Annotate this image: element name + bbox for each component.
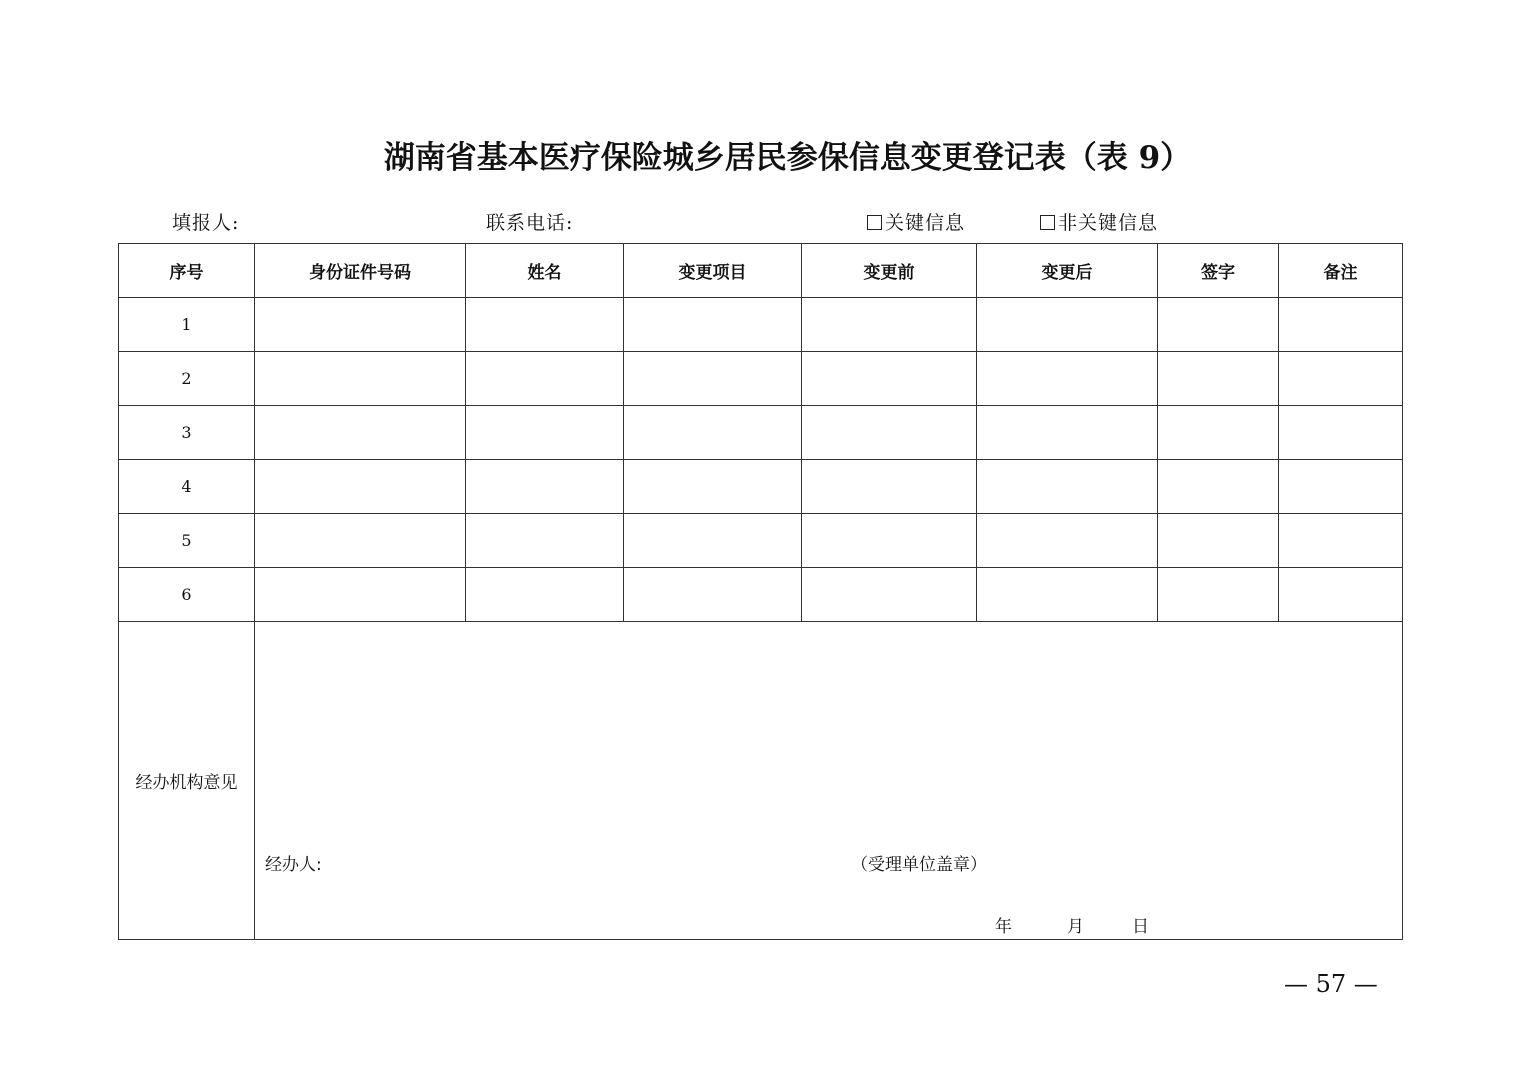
table-row: [119, 568, 1403, 622]
before-cell[interactable]: [802, 352, 977, 406]
row-number: 5: [119, 514, 255, 568]
after-cell[interactable]: [977, 298, 1158, 352]
header-cell-after: 变更后: [977, 244, 1158, 298]
signature-cell[interactable]: [1158, 298, 1279, 352]
opinion-body[interactable]: [255, 622, 1403, 940]
name-cell[interactable]: [466, 352, 624, 406]
seal-label: （受理单位盖章）: [851, 855, 987, 875]
header-row: [119, 244, 1403, 298]
handler-label: 经办人:: [265, 855, 322, 875]
id-number-cell[interactable]: [255, 352, 466, 406]
header-cell-before: 变更前: [802, 244, 977, 298]
key-info-option[interactable]: [867, 208, 965, 235]
id-number-cell[interactable]: [255, 298, 466, 352]
name-cell[interactable]: [466, 298, 624, 352]
day-label: 日: [1132, 917, 1149, 937]
form-title: 湖南省基本医疗保险城乡居民参保信息变更登记表（表 9）: [383, 140, 1192, 176]
change-registration-table: [118, 243, 1403, 940]
remarks-cell[interactable]: [1279, 298, 1403, 352]
table-row: [119, 514, 1403, 568]
after-cell[interactable]: [977, 352, 1158, 406]
after-cell[interactable]: [977, 406, 1158, 460]
after-cell[interactable]: [977, 514, 1158, 568]
checkbox-icon[interactable]: [867, 215, 882, 230]
id-number-cell[interactable]: [255, 514, 466, 568]
id-number-cell[interactable]: [255, 568, 466, 622]
table-row: [119, 298, 1403, 352]
signature-cell[interactable]: [1158, 514, 1279, 568]
name-cell[interactable]: [466, 460, 624, 514]
remarks-cell[interactable]: [1279, 568, 1403, 622]
change-item-cell[interactable]: [624, 514, 802, 568]
opinion-row: [119, 622, 1403, 940]
header-cell-change-item: 变更项目: [624, 244, 802, 298]
signature-cell[interactable]: [1158, 568, 1279, 622]
signature-cell[interactable]: [1158, 406, 1279, 460]
id-number-cell[interactable]: [255, 406, 466, 460]
change-item-cell[interactable]: [624, 298, 802, 352]
header-cell-signature: 签字: [1158, 244, 1279, 298]
checkbox-icon[interactable]: [1040, 215, 1055, 230]
remarks-cell[interactable]: [1279, 514, 1403, 568]
month-label: 月: [1067, 917, 1084, 937]
name-cell[interactable]: [466, 406, 624, 460]
page-number: — 57 —: [1284, 970, 1378, 998]
opinion-label: 经办机构意见: [119, 622, 255, 940]
change-item-cell[interactable]: [624, 352, 802, 406]
header-cell-remarks: 备注: [1279, 244, 1403, 298]
before-cell[interactable]: [802, 298, 977, 352]
table-row: [119, 460, 1403, 514]
after-cell[interactable]: [977, 568, 1158, 622]
remarks-cell[interactable]: [1279, 460, 1403, 514]
row-number: 2: [119, 352, 255, 406]
non-key-info-label: 非关键信息: [1058, 212, 1159, 234]
name-cell[interactable]: [466, 568, 624, 622]
non-key-info-option[interactable]: [1040, 208, 1158, 235]
year-label: 年: [995, 917, 1012, 937]
remarks-cell[interactable]: [1279, 352, 1403, 406]
filler-label: 填报人:: [172, 212, 240, 234]
row-number: 4: [119, 460, 255, 514]
row-number: 3: [119, 406, 255, 460]
signature-cell[interactable]: [1158, 352, 1279, 406]
header-cell-id-number: 身份证件号码: [255, 244, 466, 298]
row-number: 1: [119, 298, 255, 352]
header-cell-index: 序号: [119, 244, 255, 298]
phone-label: 联系电话:: [486, 212, 574, 234]
remarks-cell[interactable]: [1279, 406, 1403, 460]
before-cell[interactable]: [802, 406, 977, 460]
before-cell[interactable]: [802, 514, 977, 568]
change-item-cell[interactable]: [624, 568, 802, 622]
change-item-cell[interactable]: [624, 406, 802, 460]
after-cell[interactable]: [977, 460, 1158, 514]
name-cell[interactable]: [466, 514, 624, 568]
signature-cell[interactable]: [1158, 460, 1279, 514]
table-row: [119, 406, 1403, 460]
row-number: 6: [119, 568, 255, 622]
change-item-cell[interactable]: [624, 460, 802, 514]
before-cell[interactable]: [802, 460, 977, 514]
table-row: [119, 352, 1403, 406]
id-number-cell[interactable]: [255, 460, 466, 514]
before-cell[interactable]: [802, 568, 977, 622]
key-info-label: 关键信息: [885, 212, 966, 234]
header-cell-name: 姓名: [466, 244, 624, 298]
